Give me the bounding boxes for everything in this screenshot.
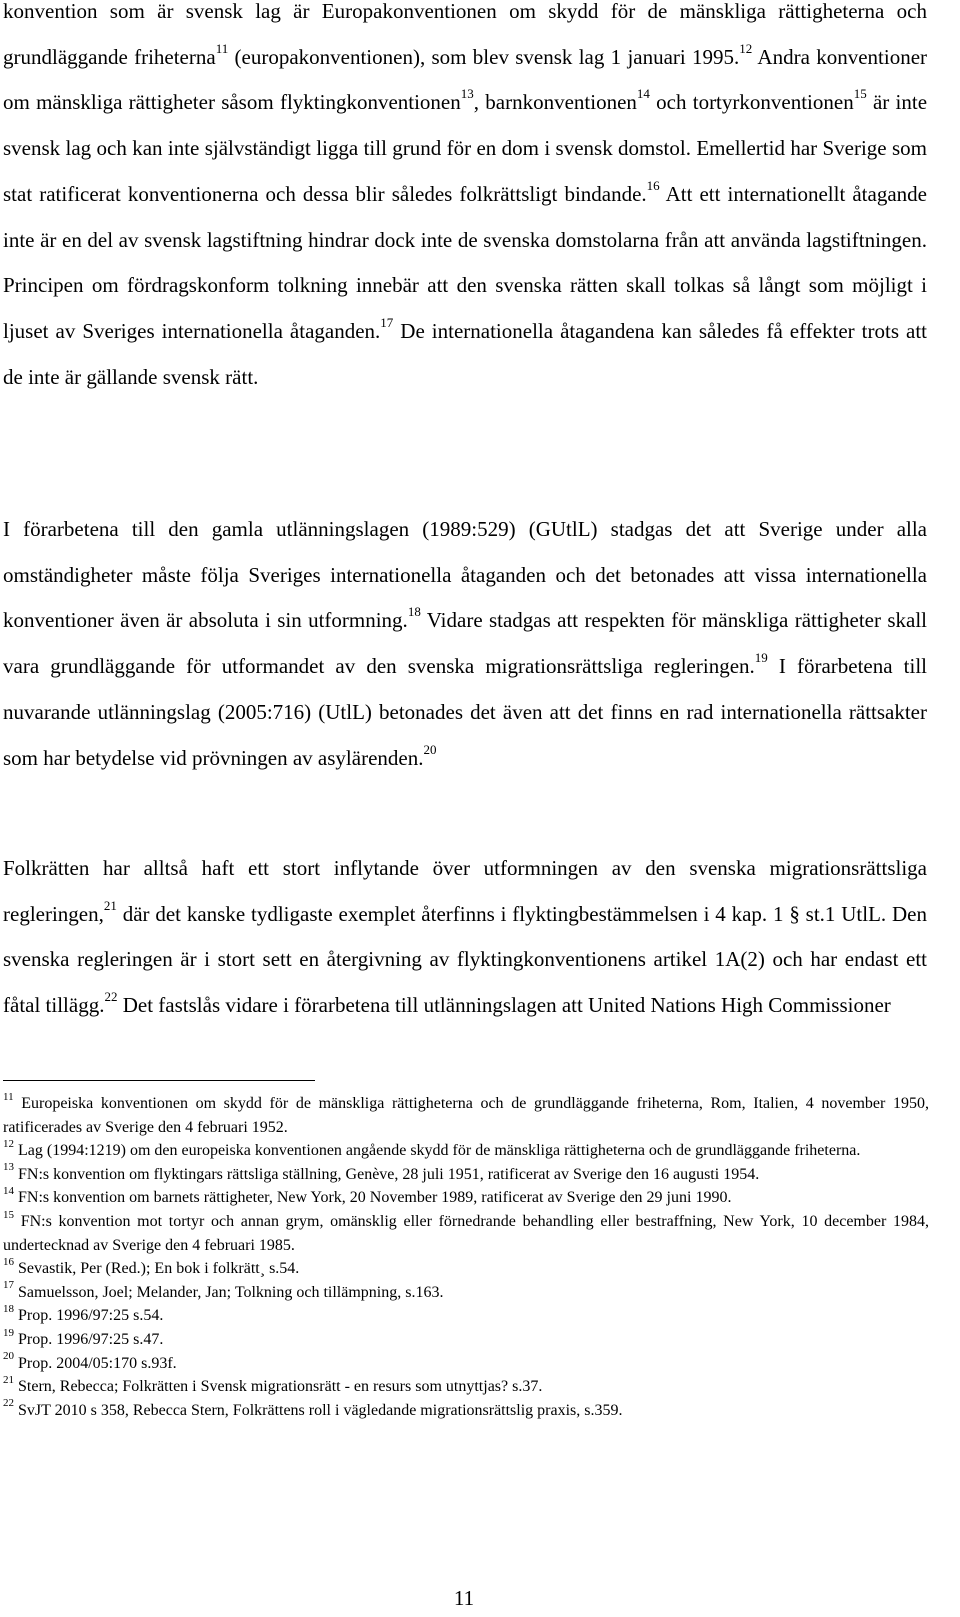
footnote-item [3, 1399, 929, 1423]
paragraph-text: I förarbetena till den gamla utlänningslagen (1989:529) (GUtlL) stadgas det att Sverige under alla omständigheter måste följa Sveriges internationella åtaganden och det betonades att vissa internationella konventioner även är absoluta i sin utformning. [3, 517, 927, 633]
footnote-ref: 16 [646, 177, 660, 193]
footnote-item [3, 1375, 929, 1399]
footnote-number: 16 [3, 1255, 14, 1268]
footnote-item [3, 1139, 929, 1163]
page-number: 11 [453, 1586, 475, 1610]
paragraph-text: Andra konventioner om mänskliga rättigheter såsom flyktingkonventionen [3, 44, 928, 115]
footnote-separator [3, 1080, 315, 1081]
footnote-text: Prop. 1996/97:25 s.54. [14, 1307, 164, 1325]
footnote-number: 15 [3, 1208, 14, 1221]
footnote-text: FN:s konvention om barnets rättigheter, New York, 20 November 1989, ratificerat av Sverige den 29 juni 1990. [14, 1189, 732, 1207]
footnote-text: Stern, Rebecca; Folkrätten i Svensk migrationsrätt - en resurs som utnyttjas? s.37. [14, 1378, 543, 1396]
footnote-number: 21 [3, 1373, 14, 1386]
footnote-ref: 11 [215, 40, 229, 56]
paragraph-text: Folkrätten har alltså haft ett stort inflytande över utformningen av den svenska migrationsrättsliga regleringen, [3, 856, 927, 926]
footnote-text: Lag (1994:1219) om den europeiska konventionen angående skydd för de mänskliga rättigheterna och de grundläggande friheterna. [14, 1142, 861, 1160]
footnote-ref: 14 [636, 86, 650, 102]
footnote-number: 12 [3, 1137, 14, 1150]
footnote-ref: 17 [380, 314, 394, 330]
footnote-item [3, 1352, 929, 1376]
paragraph-text: Vidare stadgas att respekten för mänskliga rättigheter skall vara grundläggande för utformandet av den svenska migrationsrättsliga regleringen. [3, 608, 927, 679]
paragraph-text: I förarbetena till nuvarande utlänningslag (2005:716) (UtlL) betonades det även att det finns en rad internationella rättsakter som har betydelse vid prövningen av asylärenden. [3, 654, 927, 770]
footnote-text: Samuelsson, Joel; Melander, Jan; Tolkning och tillämpning, s.163. [14, 1283, 444, 1301]
footnote-item [3, 1092, 929, 1139]
footnote-item [3, 1210, 929, 1257]
footnote-number: 18 [3, 1303, 14, 1316]
footnote-ref: 22 [104, 989, 118, 1005]
footnote-number: 14 [3, 1185, 14, 1198]
footnote-item [3, 1163, 929, 1187]
body-paragraph-3 [3, 846, 927, 1029]
footnote-number: 13 [3, 1161, 14, 1174]
paragraph-text: , barnkonventionen [473, 90, 637, 115]
footnote-text: Europeiska konventionen om skydd för de mänskliga rättigheterna och de grundläggande friheterna, Rom, Italien, 4 november 1950, ratificerades av Sverige den 4 februari 1952. [3, 1095, 929, 1136]
footnote-item [3, 1281, 929, 1305]
paragraph-text: konvention som är svensk lag är Europakonventionen om skydd för de mänskliga rättigheterna och grundläggande friheterna [3, 0, 927, 69]
paragraph-text: och tortyrkonventionen [649, 90, 854, 115]
footnote-item [3, 1186, 929, 1210]
footnote-text: Prop. 2004/05:170 s.93f. [14, 1354, 177, 1372]
footnote-ref: 20 [423, 741, 437, 757]
footnote-text: FN:s konvention om flyktingars rättsliga ställning, Genève, 28 juli 1951, ratificerat av Sverige den 16 augusti 1954. [14, 1165, 760, 1183]
footnote-number: 17 [3, 1279, 14, 1292]
footnote-ref: 18 [407, 604, 421, 620]
footnote-ref: 19 [754, 650, 768, 666]
footnote-number: 19 [3, 1326, 14, 1339]
footnote-number: 11 [3, 1090, 14, 1103]
footnote-text: FN:s konvention mot tortyr och annan grym, omänsklig eller förnedrande behandling eller bestraffning, New York, 10 december 1984, undertecknad av Sverige den 4 februari 1985. [3, 1212, 929, 1254]
footnote-item [3, 1328, 929, 1352]
footnote-ref: 21 [103, 897, 117, 913]
footnote-ref: 13 [460, 86, 474, 102]
footnote-number: 22 [3, 1397, 14, 1410]
paragraph-text: är inte svensk lag och kan inte självständigt ligga till grund för en dom i svensk domstol. Emellertid har Sverige som stat ratificerat konventionerna och dessa blir således folkrättsligt bindande. [3, 90, 928, 206]
footnote-item [3, 1304, 929, 1328]
footnote-item [3, 1257, 929, 1281]
paragraph-text: (europakonventionen), som blev svensk lag 1 januari 1995. [228, 44, 740, 69]
footnote-ref: 12 [739, 40, 753, 56]
footnote-ref: 15 [853, 86, 867, 102]
paragraph-text: De internationella åtagandena kan således få effekter trots att de inte är gällande svensk rätt. [3, 318, 927, 389]
paragraph-text: Att ett internationellt åtagande inte är en del av svensk lagstiftning hindrar dock inte de svenska domstolarna från att använda lagstiftningen. Principen om fördragskonform tolkning innebär att den svenska rätten skall tolkas så långt som möjligt i ljuset av Sveriges internationella åtaganden. [3, 181, 927, 343]
footnote-text: SvJT 2010 s 358, Rebecca Stern, Folkrättens roll i vägledande migrationsrättslig praxis, s.359. [14, 1401, 623, 1419]
footnote-text: Sevastik, Per (Red.); En bok i folkrätt¸ s.54. [14, 1260, 300, 1278]
body-paragraph-2 [3, 507, 927, 781]
footnote-text: Prop. 1996/97:25 s.47. [14, 1330, 164, 1348]
paragraph-text: där det kanske tydligaste exemplet återfinns i flyktingbestämmelsen i 4 kap. 1 § st.1 UtlL. Den svenska regleringen är i stort sett en återgivning av flyktingkonventionens artikel 1A(2) och har endast ett fåtal tillägg. [3, 901, 927, 1018]
body-paragraph-1 [3, 0, 927, 400]
paragraph-text: Det fastslås vidare i förarbetena till utlänningslagen att United Nations High Commissioner [117, 993, 891, 1018]
footnote-number: 20 [3, 1350, 14, 1363]
footnotes-section [3, 1092, 929, 1422]
